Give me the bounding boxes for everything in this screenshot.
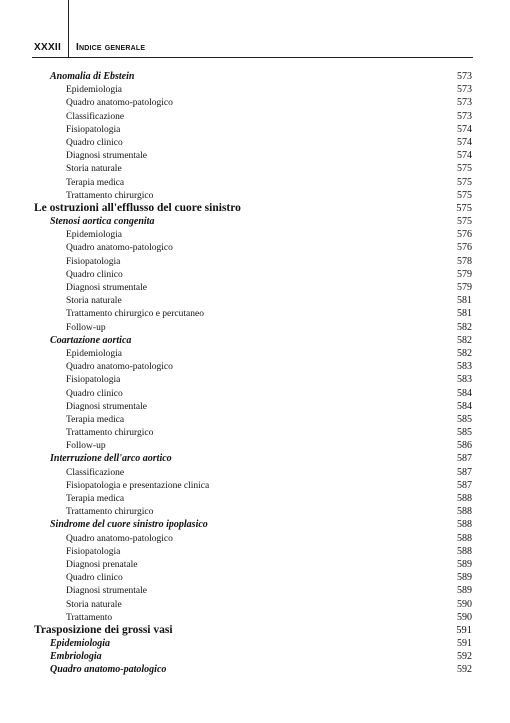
toc-subsection-row	[34, 611, 472, 624]
toc-entry-page: 579	[457, 282, 472, 293]
toc-section-row	[34, 215, 472, 228]
toc-subsection-row	[34, 321, 472, 334]
toc-entry-title: Quadro clinico	[66, 269, 123, 280]
toc-entry-page: 575	[457, 189, 472, 201]
toc-entry-title: Epidemiologia	[66, 348, 122, 359]
toc-subsection-row	[34, 83, 472, 96]
toc-subsection-row	[34, 387, 472, 400]
toc-entry-page: 587	[457, 479, 472, 491]
toc-entry-title: Coartazione aortica	[50, 334, 132, 346]
running-title: Indice generale	[76, 42, 146, 53]
toc-entry-title: Epidemiologia	[50, 638, 110, 650]
toc-entry-page: 575	[456, 202, 472, 214]
toc-section-row	[34, 663, 472, 676]
header-vertical-rule	[68, 0, 69, 58]
toc-subsection-row	[34, 400, 472, 413]
toc-entry-page: 585	[457, 427, 472, 439]
toc-entry-title: Sindrome del cuore sinistro ipoplasico	[50, 519, 208, 531]
toc-section-row	[34, 637, 472, 650]
toc-subsection-row	[34, 360, 472, 373]
toc-entry-page: 573	[457, 84, 472, 96]
toc-subsection-row	[34, 241, 472, 254]
toc-entry-title: Fisiopatologia	[66, 546, 121, 557]
toc-entry-title: Epidemiologia	[66, 85, 122, 96]
toc-entry-page: 575	[457, 216, 472, 228]
toc-entry-page: 588	[457, 506, 472, 518]
toc-entry-title: Quadro anatomo-patologico	[66, 98, 173, 109]
toc-subsection-row	[34, 228, 472, 241]
toc-entry-title: Fisiopatologia	[66, 256, 121, 267]
toc-subsection-row	[34, 176, 472, 189]
toc-entry-page: 590	[457, 598, 472, 610]
toc-entry-page: 573	[457, 110, 472, 122]
toc-entry-title: Fisiopatologia	[66, 375, 121, 386]
toc-chapter-row	[34, 202, 472, 215]
toc-subsection-row	[34, 96, 472, 109]
toc-entry-page: 589	[457, 572, 472, 584]
toc-entry-page: 592	[457, 651, 472, 663]
toc-entry-title: Follow-up	[66, 322, 106, 333]
toc-entry-page: 574	[457, 123, 472, 135]
toc-entry-title: Storia naturale	[66, 164, 122, 175]
toc-section-row	[34, 70, 472, 83]
toc-subsection-row	[34, 373, 472, 386]
toc-entry-title: Embriologia	[50, 651, 102, 663]
toc-subsection-row	[34, 492, 472, 505]
toc-subsection-row	[34, 294, 472, 307]
toc-entry-page: 585	[457, 413, 472, 425]
toc-entry-title: Trattamento chirurgico e percutaneo	[66, 309, 204, 320]
toc-entry-title: Stenosi aortica congenita	[50, 216, 155, 228]
toc-entry-page: 588	[457, 493, 472, 504]
toc-subsection-row	[34, 426, 472, 439]
toc-entry-page: 587	[457, 466, 472, 478]
toc-entry-page: 589	[457, 558, 472, 570]
toc-entry-page: 581	[457, 308, 472, 320]
toc-subsection-row	[34, 532, 472, 545]
toc-entry-title: Diagnosi strumentale	[66, 401, 147, 412]
toc-entry-page: 573	[457, 97, 472, 109]
toc-entry-page: 576	[457, 229, 472, 241]
toc-entry-page: 584	[457, 400, 472, 412]
toc-entry-title: Classificazione	[66, 467, 125, 478]
toc-section-row	[34, 650, 472, 663]
toc-entry-title: Diagnosi strumentale	[66, 151, 147, 162]
toc-section-row	[34, 452, 472, 465]
toc-subsection-row	[34, 584, 472, 597]
toc-entry-title: Classificazione	[66, 111, 125, 122]
table-of-contents	[34, 70, 472, 677]
toc-subsection-row	[34, 571, 472, 584]
toc-subsection-row	[34, 255, 472, 268]
toc-entry-page: 588	[457, 532, 472, 544]
toc-entry-title: Quadro clinico	[66, 388, 123, 399]
toc-entry-page: 584	[457, 387, 472, 399]
toc-subsection-row	[34, 558, 472, 571]
toc-entry-title: Quadro anatomo-patologico	[66, 533, 173, 544]
toc-entry-page: 586	[457, 440, 472, 452]
toc-entry-page: 579	[457, 268, 472, 280]
toc-chapter-row	[34, 624, 472, 637]
toc-entry-page: 588	[457, 519, 472, 531]
toc-entry-page: 591	[456, 624, 472, 636]
toc-entry-page: 582	[457, 347, 472, 359]
toc-subsection-row	[34, 466, 472, 479]
toc-subsection-row	[34, 268, 472, 281]
toc-subsection-row	[34, 439, 472, 452]
toc-entry-page: 575	[457, 176, 472, 188]
toc-subsection-row	[34, 413, 472, 426]
toc-entry-page: 576	[457, 242, 472, 254]
toc-entry-page: 592	[457, 664, 472, 676]
toc-entry-title: Trattamento chirurgico	[66, 428, 154, 439]
toc-subsection-row	[34, 149, 472, 162]
toc-entry-page: 581	[457, 295, 472, 307]
toc-entry-page: 574	[457, 136, 472, 148]
toc-entry-title: Diagnosi strumentale	[66, 586, 147, 597]
toc-entry-title: Quadro anatomo-patologico	[66, 243, 173, 254]
toc-entry-title: Diagnosi strumentale	[66, 283, 147, 293]
toc-entry-title: Follow-up	[66, 441, 106, 452]
toc-entry-title: Quadro anatomo-patologico	[50, 664, 167, 676]
toc-entry-page: 587	[457, 453, 472, 465]
header-horizontal-rule	[32, 57, 473, 58]
toc-entry-title: Anomalia di Ebstein	[50, 71, 135, 82]
toc-entry-title: Trattamento	[66, 612, 113, 623]
toc-subsection-row	[34, 281, 472, 294]
toc-entry-title: Trattamento chirurgico	[66, 190, 154, 201]
toc-subsection-row	[34, 189, 472, 202]
toc-subsection-row	[34, 307, 472, 320]
toc-entry-title: Trattamento chirurgico	[66, 507, 154, 518]
toc-section-row	[34, 518, 472, 531]
toc-subsection-row	[34, 347, 472, 360]
toc-subsection-row	[34, 136, 472, 149]
toc-entry-page: 582	[457, 321, 472, 333]
toc-entry-title: Quadro clinico	[66, 137, 123, 148]
toc-subsection-row	[34, 123, 472, 136]
toc-entry-title: Fisiopatologia	[66, 124, 121, 135]
page-number: XXXII	[34, 42, 62, 53]
toc-entry-title: Terapia medica	[66, 494, 125, 504]
toc-section-row	[34, 334, 472, 347]
toc-entry-title: Terapia medica	[66, 414, 125, 425]
toc-entry-page: 582	[457, 334, 472, 346]
toc-subsection-row	[34, 479, 472, 492]
toc-entry-page: 574	[457, 150, 472, 162]
toc-subsection-row	[34, 505, 472, 518]
toc-entry-page: 583	[457, 361, 472, 373]
toc-entry-title: Epidemiologia	[66, 230, 122, 241]
toc-entry-title: Interruzione dell'arco aortico	[50, 453, 172, 465]
toc-entry-page: 588	[457, 545, 472, 557]
toc-subsection-row	[34, 110, 472, 123]
toc-subsection-row	[34, 598, 472, 611]
toc-entry-title: Trasposizione dei grossi vasi	[34, 623, 173, 636]
toc-entry-title: Diagnosi prenatale	[66, 559, 138, 570]
toc-entry-title: Quadro anatomo-patologico	[66, 362, 173, 373]
toc-entry-page: 575	[457, 163, 472, 175]
toc-entry-title: Fisiopatologia e presentazione clinica	[66, 480, 210, 491]
toc-entry-title: Storia naturale	[66, 296, 122, 307]
toc-subsection-row	[34, 545, 472, 558]
toc-entry-page: 573	[457, 71, 472, 82]
toc-subsection-row	[34, 162, 472, 175]
toc-entry-title: Storia naturale	[66, 599, 122, 610]
toc-entry-page: 591	[457, 638, 472, 650]
toc-entry-title: Terapia medica	[66, 177, 125, 188]
toc-entry-page: 578	[457, 255, 472, 267]
toc-entry-page: 589	[457, 585, 472, 597]
toc-entry-page: 583	[457, 374, 472, 386]
toc-entry-title: Le ostruzioni all'efflusso del cuore sinistro	[34, 201, 241, 214]
toc-entry-title: Quadro clinico	[66, 573, 123, 584]
toc-entry-page: 590	[457, 611, 472, 623]
